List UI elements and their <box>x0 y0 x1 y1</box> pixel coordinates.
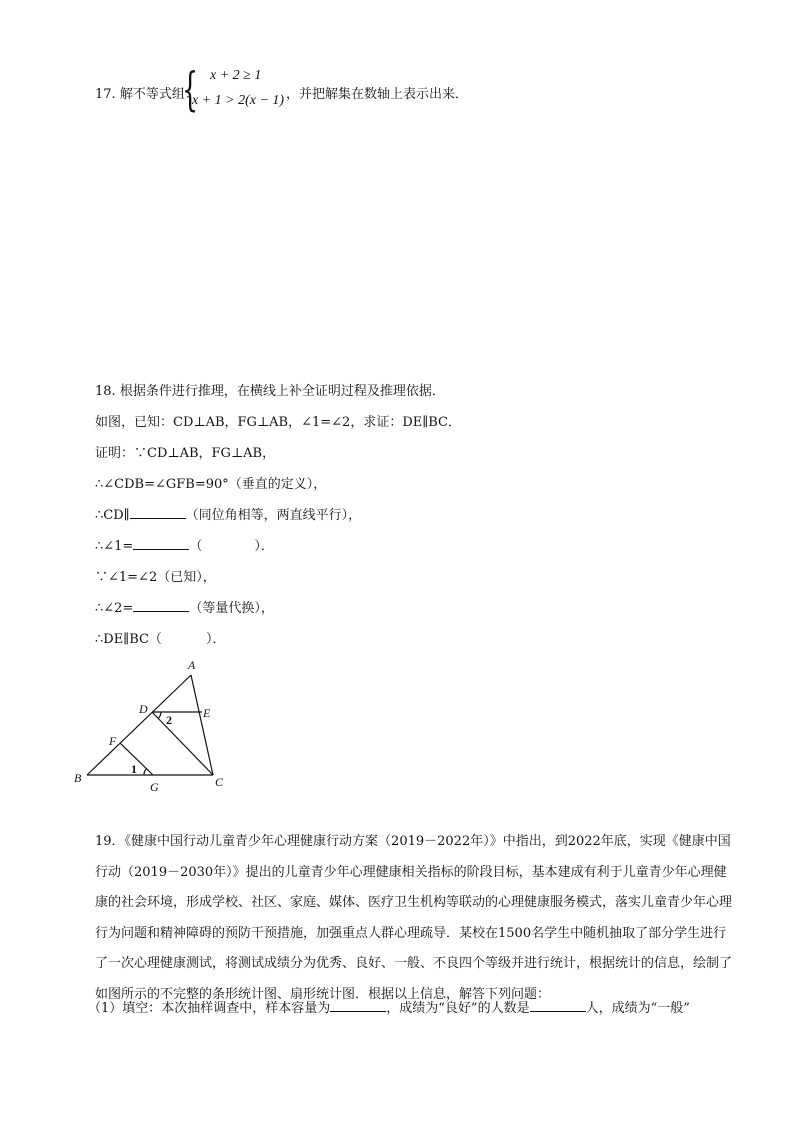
inequality-2: x + 1 > 2(x − 1) <box>192 93 285 108</box>
q18-step-4: ∵∠1=∠2（已知）， <box>95 570 216 585</box>
label-b: B <box>74 771 82 785</box>
answer-blank[interactable] <box>133 537 189 550</box>
q19-sub1 <box>88 997 690 1016</box>
q18-intro-text: 根据条件进行推理，在横线上补全证明过程及推理依据． <box>119 384 445 399</box>
angle-1-arc <box>144 769 147 776</box>
inequality-1: x + 2 ≥ 1 <box>210 68 262 83</box>
label-a: A <box>188 658 196 672</box>
left-brace: { <box>182 62 199 116</box>
label-angle-2: 2 <box>166 713 172 727</box>
segment-ab <box>87 675 191 775</box>
q18-step-2-text: ∴CD∥ <box>95 508 130 523</box>
q18-step-6-text: ∴DE∥BC（ <box>95 632 162 647</box>
label-angle-1: 1 <box>131 762 137 776</box>
label-d: D <box>139 702 148 716</box>
q19-paragraph: 19．《健康中国行动儿童青少年心理健康行动方案（2019－2022年）》中指出，到2022年底，实现《健康中国行动（2019－2030年）》提出的儿童青少年心理健康相关指标的阶段目标，基本建成有利于儿童青少年心理健康的社会环境，形成学校、社区、家庭、媒体、医疗卫生机构等联动的心理健康服务模式，落实儿童青少年心理行为问题和精神障碍的预防干预措施，加强重点人群心理疏导．某校在1500名学生中随机抽取了部分学生进行了一次心理健康测试，将测试成绩分为优秀、良好、一般、不良四个等级并进行统计，根据统计的信息，绘制了如图所示的不完整的条形统计图、扇形统计图．根据以上信息，解答下列问题： <box>95 834 733 1002</box>
segment-ac <box>191 675 213 775</box>
q18-step-5-text: ∴∠2= <box>95 601 134 616</box>
q18-intro <box>95 380 445 399</box>
q19-sub1-text-b: ，成绩为“良好”的人数是 <box>386 1001 530 1016</box>
triangle-figure <box>70 655 240 795</box>
q17-prompt-text: 解不等式组： <box>119 87 198 102</box>
answer-blank[interactable] <box>530 999 586 1012</box>
angle-2-arc <box>158 712 161 719</box>
q18-step-3-reason: （ ）． <box>189 539 274 554</box>
inequality-system <box>182 62 292 116</box>
q18-step-6 <box>95 628 225 647</box>
label-g: G <box>150 780 159 794</box>
q19-sub1-text-a: （1）填空：本次抽样调查中，样本容量为 <box>88 1001 331 1016</box>
answer-blank[interactable] <box>130 506 186 519</box>
q18-step-2-reason: （同位角相等，两直线平行）， <box>185 508 362 523</box>
q18-proof-head: 证明：∵CD⊥AB，FG⊥AB， <box>95 446 276 461</box>
label-e: E <box>203 706 211 720</box>
q19-sub1-text-c: 人，成绩为“一般” <box>585 1001 690 1016</box>
q18-number: 18. <box>95 384 116 399</box>
q18-step-6-close: ）． <box>205 632 226 647</box>
q18-step-1: ∴∠CDB=∠GFB=90°（垂直的定义）， <box>95 477 327 492</box>
answer-blank[interactable] <box>133 599 189 612</box>
q18-step-5 <box>95 597 274 616</box>
q17-number: 17. <box>95 87 116 102</box>
q17-tail: ，并把解集在数轴上表示出来． <box>286 87 469 102</box>
label-c: C <box>215 775 224 789</box>
label-f: F <box>109 734 117 748</box>
q18-step-3 <box>95 535 274 554</box>
q18-given: 如图，已知：CD⊥AB，FG⊥AB，∠1=∠2，求证：DE∥BC． <box>95 415 461 430</box>
answer-blank[interactable] <box>330 999 386 1012</box>
q18-step-2 <box>95 504 361 523</box>
q18-step-3-text: ∴∠1= <box>95 539 134 554</box>
segment-dc <box>152 712 213 775</box>
q18-step-5-reason: （等量代换）， <box>189 601 274 616</box>
